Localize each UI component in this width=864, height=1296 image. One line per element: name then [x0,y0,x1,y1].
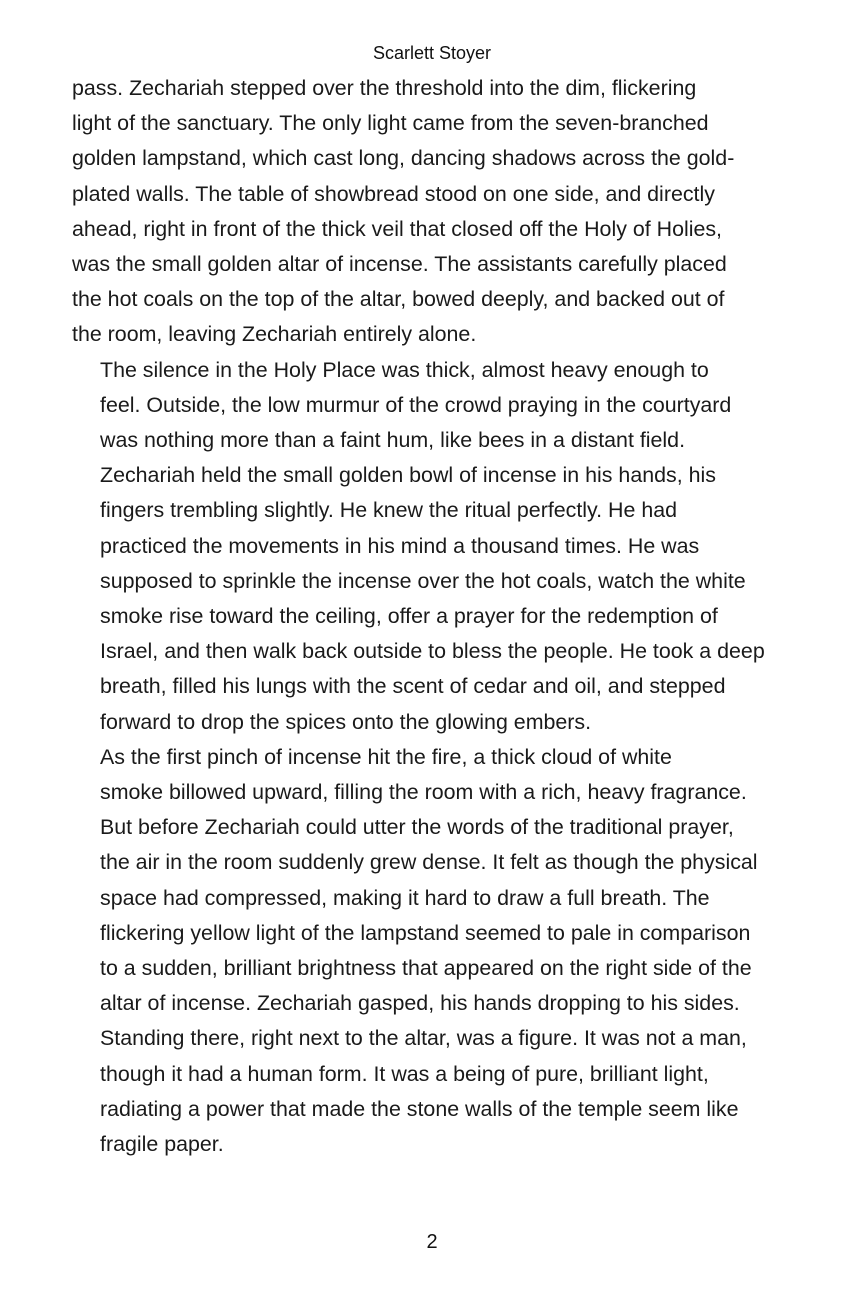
text-line: altar of incense. Zechariah gasped, his hands dropping to his sides. [100,991,740,1016]
text-line: fragile paper. [100,1132,224,1157]
running-header-author: Scarlett Stoyer [372,43,492,63]
text-line: to a sudden, brilliant brightness that appeared on the right side of the [100,956,752,981]
text-line: smoke rise toward the ceiling, offer a prayer for the redemption of [100,604,718,629]
text-line: was the small golden altar of incense. The assistants carefully placed [72,252,727,277]
text-line: Standing there, right next to the altar, was a figure. It was not a man, [100,1026,747,1051]
text-line: the hot coals on the top of the altar, bowed deeply, and backed out of [72,287,725,312]
text-line: As the first pinch of incense hit the fire, a thick cloud of white [100,744,672,769]
text-line: pass. Zechariah stepped over the threshold into the dim, flickering [72,76,697,100]
text-line: feel. Outside, the low murmur of the crowd praying in the courtyard [100,392,732,417]
paragraph [72,353,765,740]
text-line: fingers trembling slightly. He knew the ritual perfectly. He had [100,498,678,523]
text-line: radiating a power that made the stone walls of the temple seem like [100,1096,739,1121]
page-body [72,71,765,1162]
text-line: forward to drop the spices onto the glowing embers. [100,709,592,734]
text-line: light of the sanctuary. The only light came from the seven-branched [72,111,709,136]
text-line: breath, filled his lungs with the scent of cedar and oil, and stepped [100,674,726,699]
text-line: was nothing more than a faint hum, like bees in a distant field. [100,428,686,453]
text-line: plated walls. The table of showbread stood on one side, and directly [72,181,715,206]
paragraph [72,71,760,353]
text-line: supposed to sprinkle the incense over the hot coals, watch the white [100,568,746,593]
text-line: practiced the movements in his mind a thousand times. He was [100,533,700,558]
text-line: the air in the room suddenly grew dense. It felt as though the physical [100,850,758,875]
text-line: flickering yellow light of the lampstand seemed to pale in comparison [100,920,751,945]
paragraph [72,740,760,1162]
text-line: space had compressed, making it hard to draw a full breath. The [100,885,710,910]
text-line: Zechariah held the small golden bowl of incense in his hands, his [100,463,716,488]
text-line: smoke billowed upward, filling the room with a rich, heavy fragrance. [100,780,747,805]
page-number: 2 [426,1231,438,1253]
text-line: The silence in the Holy Place was thick, almost heavy enough to [100,357,709,382]
text-line: golden lampstand, which cast long, dancing shadows across the gold- [72,146,735,171]
text-line: ahead, right in front of the thick veil that closed off the Holy of Holies, [72,216,723,241]
text-line: Israel, and then walk back outside to bless the people. He took a deep [100,639,765,664]
text-line: though it had a human form. It was a being of pure, brilliant light, [100,1061,709,1086]
text-line: the room, leaving Zechariah entirely alone. [72,322,477,347]
text-line: But before Zechariah could utter the words of the traditional prayer, [100,815,734,840]
